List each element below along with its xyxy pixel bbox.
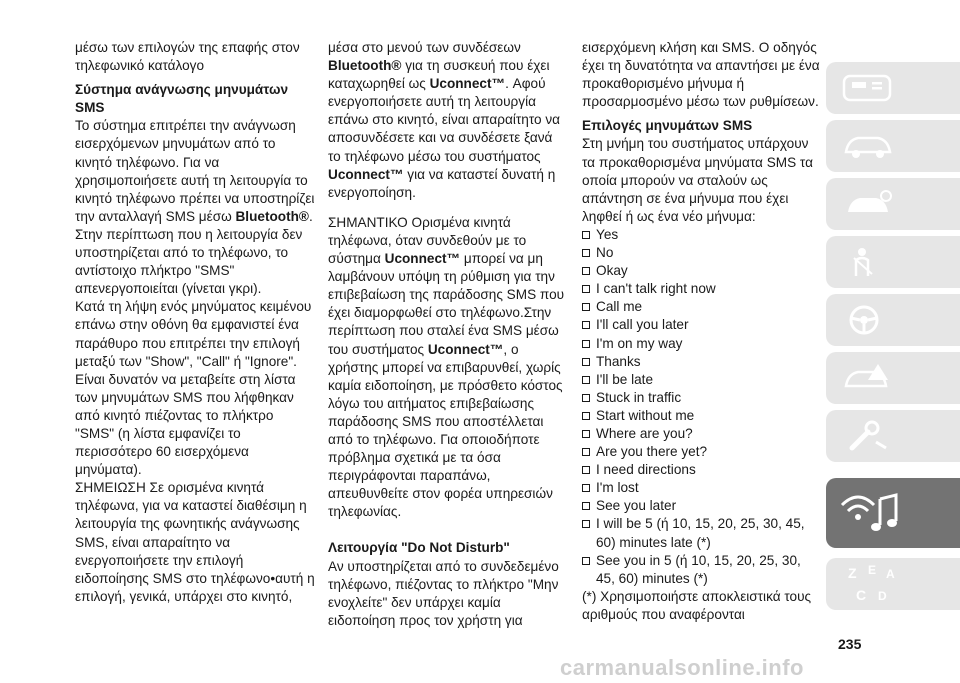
index-letters-icon xyxy=(838,562,908,606)
col1-heading-sms-reader: Σύστημα ανάγνωσης μηνυμάτων SMS xyxy=(75,82,289,116)
col2-para-3: Αν υποστηρίζεται από το συνδεδεμένο τηλέφωνο, πιέζοντας το πλήκτρο "Μην ενοχλείτε" δεν υπάρχει καμία ειδοποίηση προς τον χρήστη για xyxy=(328,558,559,628)
list-item: Thanks xyxy=(582,353,822,371)
checkbox-icon xyxy=(582,430,590,438)
list-item: See you later xyxy=(582,497,822,515)
svg-text:D: D xyxy=(878,589,887,603)
col2-heading-do-not-disturb: Λειτουργία "Do Not Disturb" xyxy=(328,540,510,556)
checkbox-icon xyxy=(582,249,590,257)
checkbox-icon xyxy=(582,376,590,384)
svg-text:A: A xyxy=(886,567,895,581)
checkbox-icon xyxy=(582,303,590,311)
column-3 xyxy=(582,39,822,624)
car-key-icon xyxy=(838,186,898,222)
col3-para-2: Στη μνήμη του συστήματος υπάρχουν τα προκαθορισμένα μηνύματα SMS τα οποία μπορούν να σταλούν ως απάντηση σε ένα μήνυμα που έχει ληφθεί ή ως ένα νέο μήνυμα: xyxy=(582,136,813,224)
watermark: carmanualsonline.info xyxy=(560,655,804,680)
car-lights-icon xyxy=(838,128,898,164)
list-item: I'm lost xyxy=(582,479,822,497)
col3-footnote: (*) Χρησιμοποιήστε αποκλειστικά τους αριθμούς που αναφέρονται xyxy=(582,588,812,622)
list-item: Where are you? xyxy=(582,425,822,443)
list-item: I need directions xyxy=(582,461,822,479)
svg-text:C: C xyxy=(856,587,867,603)
col2-para-1: μέσα στο μενού των συνδέσεων Bluetooth® για τη συσκευή που έχει καταχωρηθεί ως Uconnect™. Αφού ενεργοποιήσετε αυτή τη λειτουργία επάνω στο κινητό, είναι απαραίτητο να αποσυνδέσετε και να συνδέσετε ξανά το τηλέφωνο μέσω του συστήματος Uconnect™ για να καταστεί δυνατή η ενεργοποίηση. xyxy=(328,40,561,200)
checkbox-icon xyxy=(582,448,590,456)
svg-text:E: E xyxy=(868,563,877,577)
col1-para-1: μέσω των επιλογών της επαφής στον τηλεφωνικό κατάλογο xyxy=(75,40,300,74)
checkbox-icon xyxy=(582,321,590,329)
col3-para-1: εισερχόμενη κλήση και SMS. Ο οδηγός έχει τη δυνατότητα να απαντήσει με ένα προκαθορισμένο μήνυμα ή προσαρμοσμένο μέσω των ρυθμίσεων. xyxy=(582,40,820,110)
column-1 xyxy=(75,39,315,606)
col1-para-2: Το σύστημα επιτρέπει την ανάγνωση εισερχόμενων μηνυμάτων από το κινητό τηλέφωνο. Για να χρησιμοποιήσετε αυτή τη λειτουργία το κινητό τηλέφωνο πρέπει να υποστηρίζει την ανταλλαγή SMS μέσω Bluetooth®. xyxy=(75,118,315,224)
list-item: I will be 5 (ή 10, 15, 20, 25, 30, 45, 60) minutes late (*) xyxy=(582,515,822,551)
list-item: I'll call you later xyxy=(582,316,822,334)
chapter-tab-steering[interactable] xyxy=(826,294,960,346)
checkbox-icon xyxy=(582,520,590,528)
steering-wheel-icon xyxy=(838,302,898,338)
list-item: No xyxy=(582,244,822,262)
seatbelt-icon xyxy=(838,244,898,280)
list-item: I'll be late xyxy=(582,371,822,389)
list-item: Okay xyxy=(582,262,822,280)
checkbox-icon xyxy=(582,466,590,474)
car-dashboard-icon xyxy=(838,70,898,106)
list-item: Stuck in traffic xyxy=(582,389,822,407)
col1-para-3: Στην περίπτωση που η λειτουργία δεν υποστηρίζεται από το τηλέφωνο, το αντίστοιχο πλήκτρο "SMS" απενεργοποιείται (γίνεται γκρι). xyxy=(75,226,303,297)
chapter-tab-maintenance[interactable] xyxy=(826,410,960,462)
page-number: 235 xyxy=(838,636,862,652)
chapter-tab-keys[interactable] xyxy=(826,178,960,230)
car-warning-icon xyxy=(838,360,898,396)
checkbox-icon xyxy=(582,484,590,492)
col1-para-5: Είναι δυνατόν να μεταβείτε στη λίστα των μηνυμάτων SMS που λήφθηκαν από κινητό πιέζοντας το πλήκτρο "SMS" (η λίστα εμφανίζει το περισσότερο 60 εισερχόμενα μηνύματα). xyxy=(75,371,296,478)
svg-text:Z: Z xyxy=(848,565,857,581)
checkbox-icon xyxy=(582,267,590,275)
chapter-tab-lights[interactable] xyxy=(826,120,960,172)
checkbox-icon xyxy=(582,394,590,402)
chapter-tab-warning[interactable] xyxy=(826,352,960,404)
col3-heading-sms-options: Επιλογές μηνυμάτων SMS xyxy=(582,118,753,134)
list-item: Are you there yet? xyxy=(582,443,822,461)
chapter-tab-index[interactable] xyxy=(826,558,960,610)
column-2 xyxy=(328,39,568,630)
wrench-icon xyxy=(838,418,898,454)
list-item: Call me xyxy=(582,298,822,316)
checkbox-icon xyxy=(582,358,590,366)
list-item: I'm on my way xyxy=(582,335,822,353)
chapter-tab-dashboard[interactable] xyxy=(826,62,960,114)
multimedia-icon xyxy=(838,485,908,541)
sms-options-list xyxy=(582,226,822,588)
checkbox-icon xyxy=(582,285,590,293)
checkbox-icon xyxy=(582,231,590,239)
col2-important-note: ΣΗΜΑΝΤΙΚΟ Ορισμένα κινητά τηλέφωνα, όταν συνδεθούν με το σύστημα Uconnect™ μπορεί να μη λαμβάνουν υπόψη τη ρύθμιση για την επιβεβαίωση της παράδοσης SMS που έχει διαμορφωθεί στο τηλέφωνο.Στην περίπτωση που σταλεί ένα SMS μέσω του συστήματος Uconnect™, ο χρήστης μπορεί να επιβαρυνθεί, χωρίς καμία ειδοποίηση, με πρόσθετο κόστος λόγω του αιτήματος επιβεβαίωσης παράδοσης SMS που αποστέλλεται από το τηλέφωνο. Για οποιοδήποτε πρόβλημα σχετικά με τα όσα περιγράφονται παραπάνω, απευθυνθείτε στον φορέα υπηρεσιών τηλεφωνίας. xyxy=(328,214,565,520)
checkbox-icon xyxy=(582,412,590,420)
checkbox-icon xyxy=(582,340,590,348)
chapter-tab-multimedia[interactable] xyxy=(826,478,960,548)
col1-para-4: Κατά τη λήψη ενός μηνύματος κειμένου επάνω στην οθόνη θα εμφανιστεί ένα παράθυρο που επιτρέπει την επιλογή μεταξύ των "Show", "Call" ή "Ignore". xyxy=(75,299,312,369)
checkbox-icon xyxy=(582,502,590,510)
list-item: Yes xyxy=(582,226,822,244)
list-item: I can't talk right now xyxy=(582,280,822,298)
col1-note: ΣΗΜΕΙΩΣΗ Σε ορισμένα κινητά τηλέφωνα, για να καταστεί διαθέσιμη η λειτουργία της φωνητικής ανάγνωσης SMS, είναι απαραίτητο να ενεργοποιήσετε την επιλογή ειδοποίησης SMS στο τηλέφωνο•αυτή η επιλογή, γενικά, υπάρχει στο κινητό, xyxy=(75,480,315,604)
chapter-tab-seatbelt[interactable] xyxy=(826,236,960,288)
list-item: See you in 5 (ή 10, 15, 20, 25, 30, 45, 60) minutes (*) xyxy=(582,552,822,588)
checkbox-icon xyxy=(582,557,590,565)
list-item: Start without me xyxy=(582,407,822,425)
